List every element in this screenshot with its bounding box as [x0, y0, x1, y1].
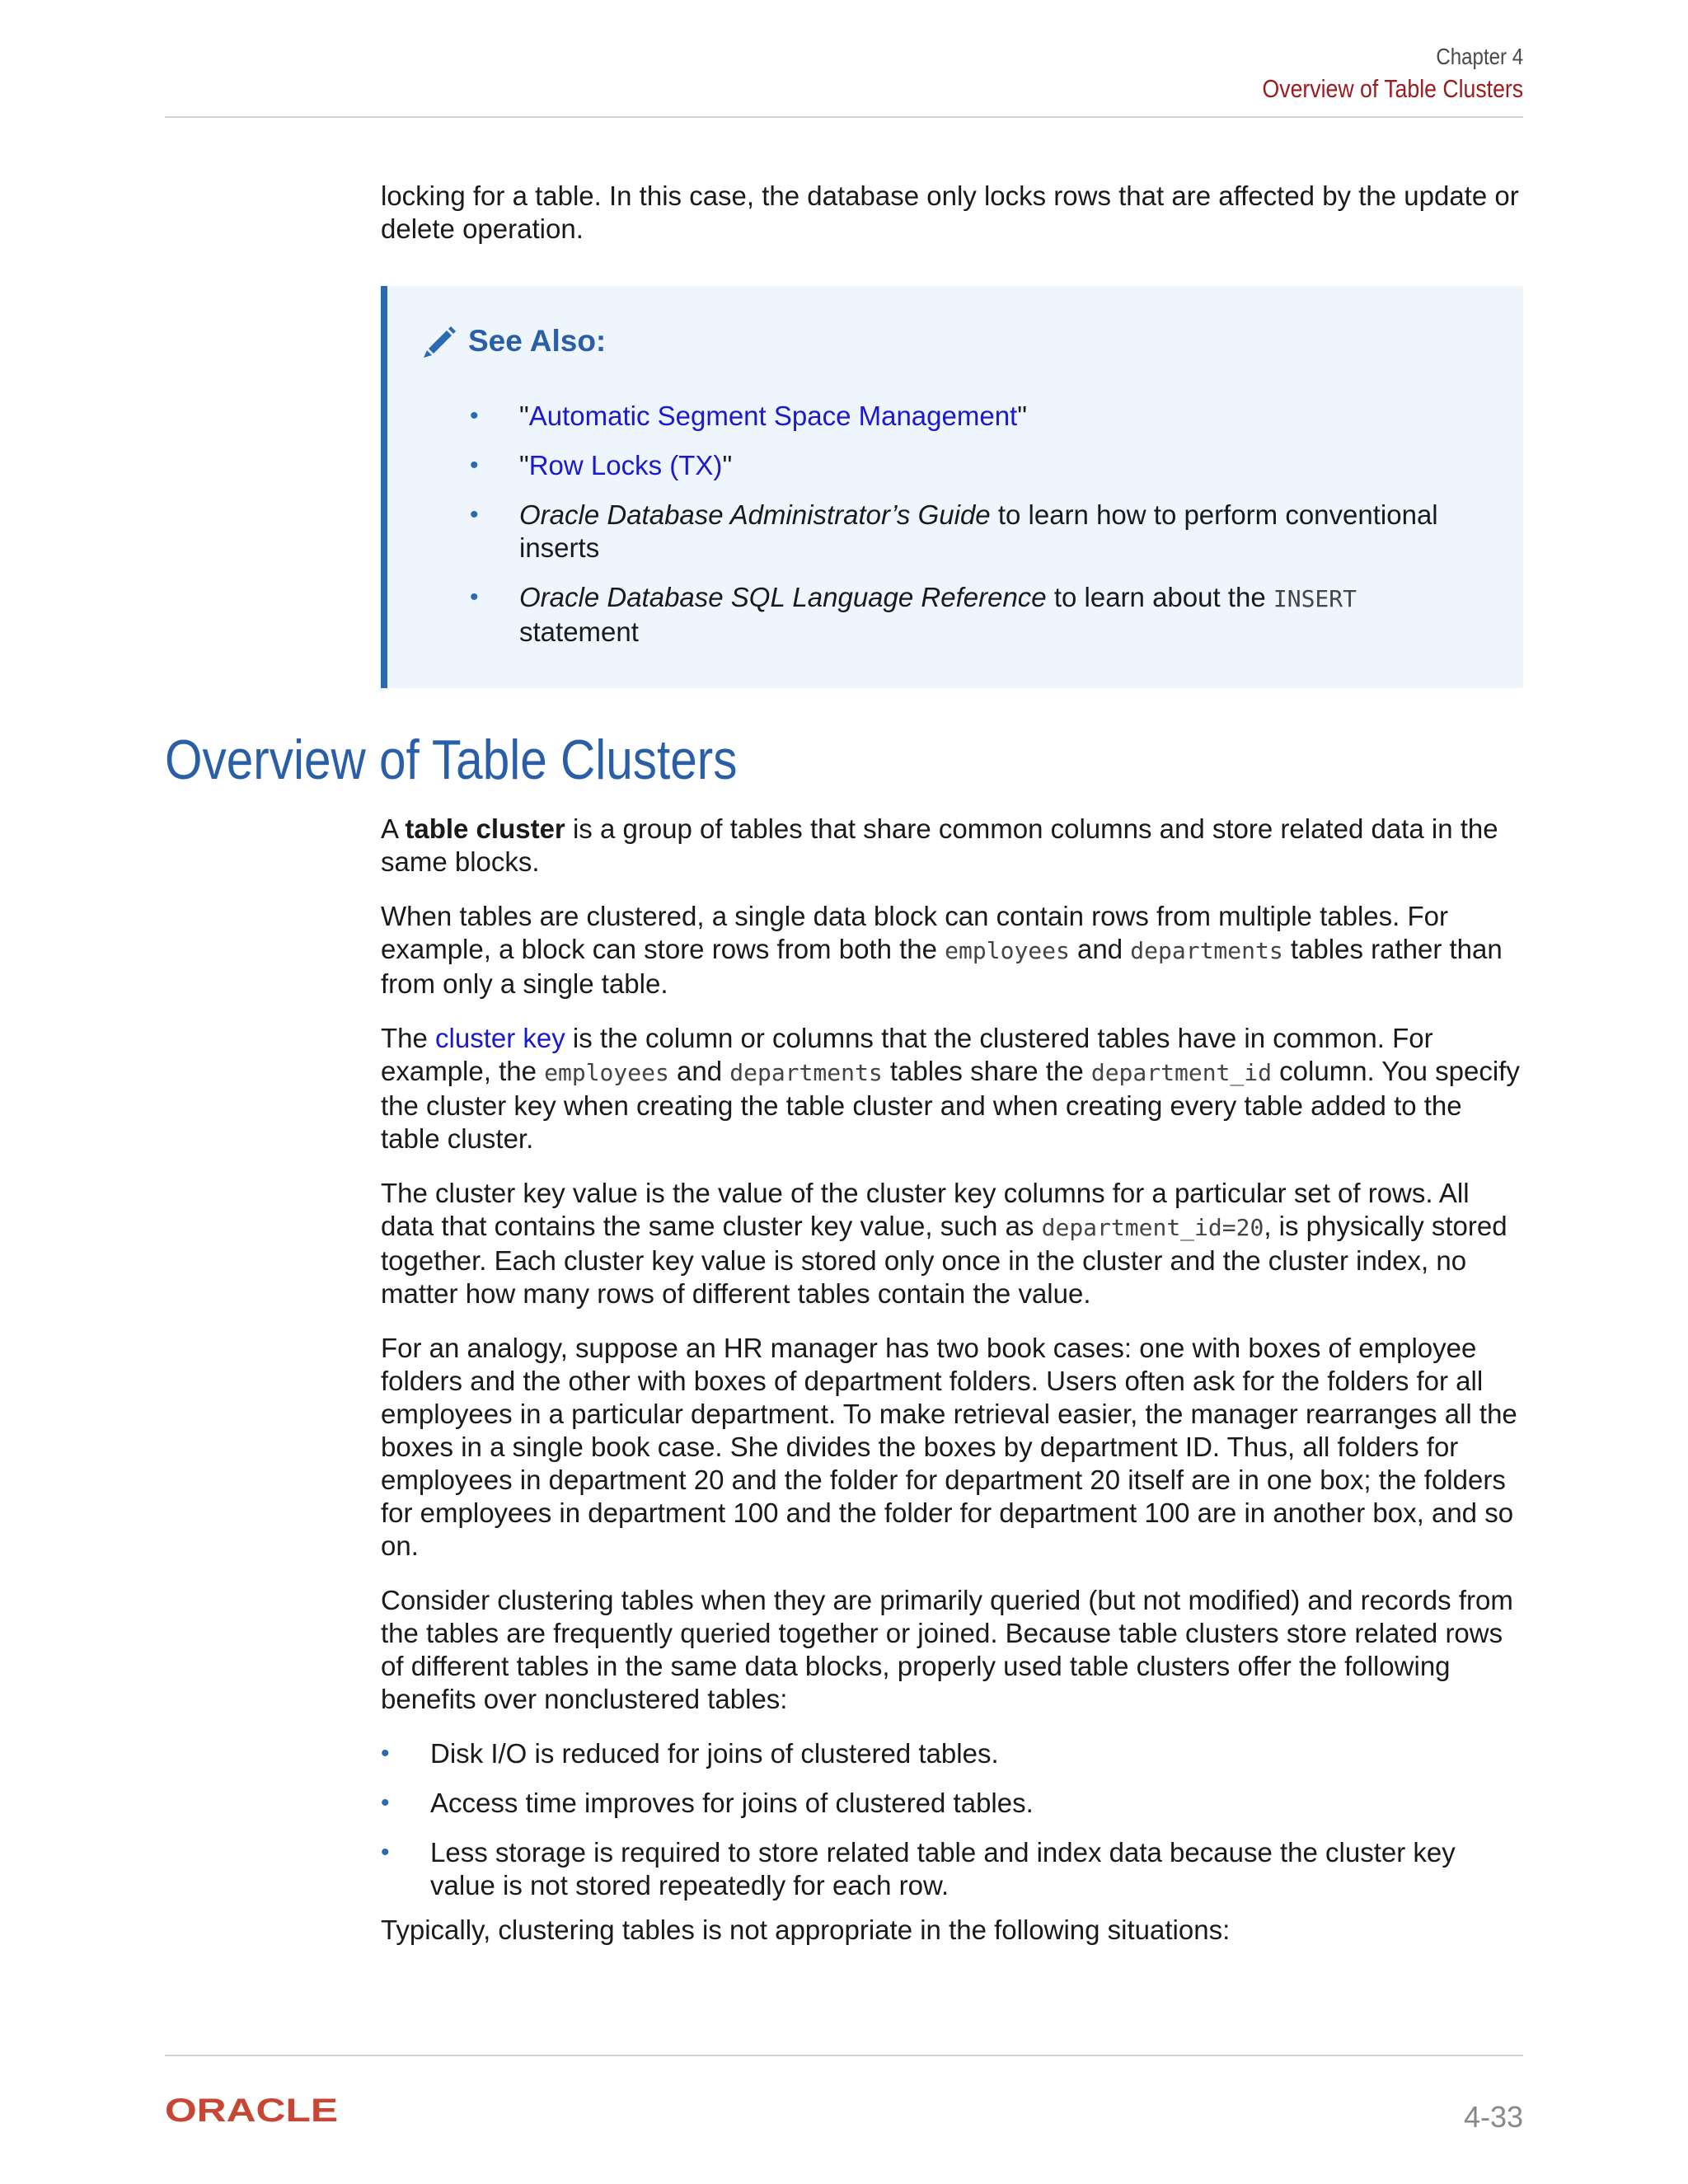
- paragraph: When tables are clustered, a single data block can contain rows from multiple tables. For example, a block can store rows from both the employees and departments tables rather than from only a single table.: [381, 901, 1503, 999]
- oracle-logo-text: ORACLE: [165, 2093, 338, 2126]
- code-insert: INSERT: [1273, 585, 1357, 612]
- code-department-id-20: department_id=20: [1041, 1214, 1264, 1241]
- pencil-icon: [420, 322, 458, 360]
- link-cluster-key[interactable]: cluster key: [435, 1023, 565, 1053]
- bullet-icon: •: [470, 501, 479, 528]
- code-departments: departments: [1130, 937, 1283, 964]
- bullet-icon: •: [381, 1789, 390, 1816]
- paragraph: The cluster key is the column or columns that the clustered tables have in common. For example, the employees and departments tables share the department_id column. You specify the cluster key when creating the table cluster and when creating every table added to the table cluster.: [381, 1023, 1520, 1154]
- code-employees: employees: [945, 937, 1070, 964]
- list-item: • Access time improves for joins of clustered tables.: [381, 1788, 1034, 1818]
- bullet-icon: •: [381, 1740, 390, 1767]
- paragraph: Consider clustering tables when they are primarily queried (but not modified) and records from the tables are frequently queried together or joined. Because table clusters store related rows of different tables in the same data blocks, properly used table clusters offer the following benefits over nonclustered tables:: [381, 1585, 1513, 1714]
- paragraph: Typically, clustering tables is not appropriate in the following situations:: [381, 1915, 1231, 1945]
- main-content: [381, 813, 1523, 1947]
- see-also-title: See Also:: [468, 324, 607, 358]
- oracle-logo: [165, 2093, 363, 2126]
- see-also-header: [420, 322, 606, 360]
- running-header: [1220, 41, 1523, 105]
- see-also-item: • "Automatic Segment Space Management": [470, 401, 1027, 431]
- header-divider: [165, 116, 1523, 118]
- see-also-box: [381, 286, 1523, 688]
- list-item: • Disk I/O is reduced for joins of clustered tables.: [381, 1738, 999, 1769]
- benefits-list: [381, 1737, 1523, 1902]
- link-automatic-segment-space-management[interactable]: Automatic Segment Space Management: [528, 401, 1018, 431]
- book-title: Oracle Database SQL Language Reference: [519, 582, 1047, 612]
- bullet-icon: •: [470, 452, 479, 479]
- see-also-item: • Oracle Database SQL Language Reference to learn about the INSERT statement: [470, 582, 1357, 647]
- code-departments: departments: [729, 1059, 883, 1086]
- chapter-label: Chapter 4: [1436, 44, 1523, 69]
- paragraph: For an analogy, suppose an HR manager has two book cases: one with boxes of employee folders and the other with boxes of department folders. Users often ask for the folders for all employees in a particular department. To make retrieval easier, the manager rearranges all the boxes in a single book case. She divides the boxes by department ID. Thus, all folders for employees in department 20 and the folder for department 20 itself are in one box; the folders for employees in department 100 and the folder for department 100 are in another box, and so on.: [381, 1333, 1517, 1561]
- code-department-id: department_id: [1090, 1059, 1272, 1086]
- see-also-item: • Oracle Database Administrator’s Guide to learn how to perform conventional inserts: [470, 499, 1438, 563]
- term-table-cluster: table cluster: [405, 813, 565, 844]
- paragraph: A table cluster is a group of tables that share common columns and store related data in the same blocks.: [381, 813, 1498, 877]
- see-also-item: • "Row Locks (TX)": [470, 450, 733, 480]
- code-employees: employees: [544, 1059, 669, 1086]
- see-also-list: [470, 400, 1459, 665]
- paragraph: The cluster key value is the value of the cluster key columns for a particular set of rows. All data that contains the same cluster key value, such as department_id=20, is physically stored together. Each cluster key value is stored only once in the cluster and the cluster index, no matter how many rows of different tables contain the value.: [381, 1178, 1507, 1309]
- link-row-locks[interactable]: Row Locks (TX): [528, 450, 723, 480]
- section-heading: Overview of Table Clusters: [165, 729, 738, 791]
- page-number: 4-33: [1463, 2100, 1523, 2134]
- bullet-icon: •: [470, 583, 479, 611]
- section-label: Overview of Table Clusters: [1262, 74, 1523, 103]
- bullet-icon: •: [470, 402, 479, 429]
- footer-divider: [165, 2055, 1523, 2056]
- bullet-icon: •: [381, 1839, 390, 1866]
- intro-paragraph: locking for a table. In this case, the database only locks rows that are affected by the update or delete operation.: [381, 180, 1519, 244]
- list-item: • Less storage is required to store related table and index data because the cluster key value is not stored repeatedly for each row.: [381, 1837, 1456, 1900]
- book-title: Oracle Database Administrator’s Guide: [519, 499, 991, 530]
